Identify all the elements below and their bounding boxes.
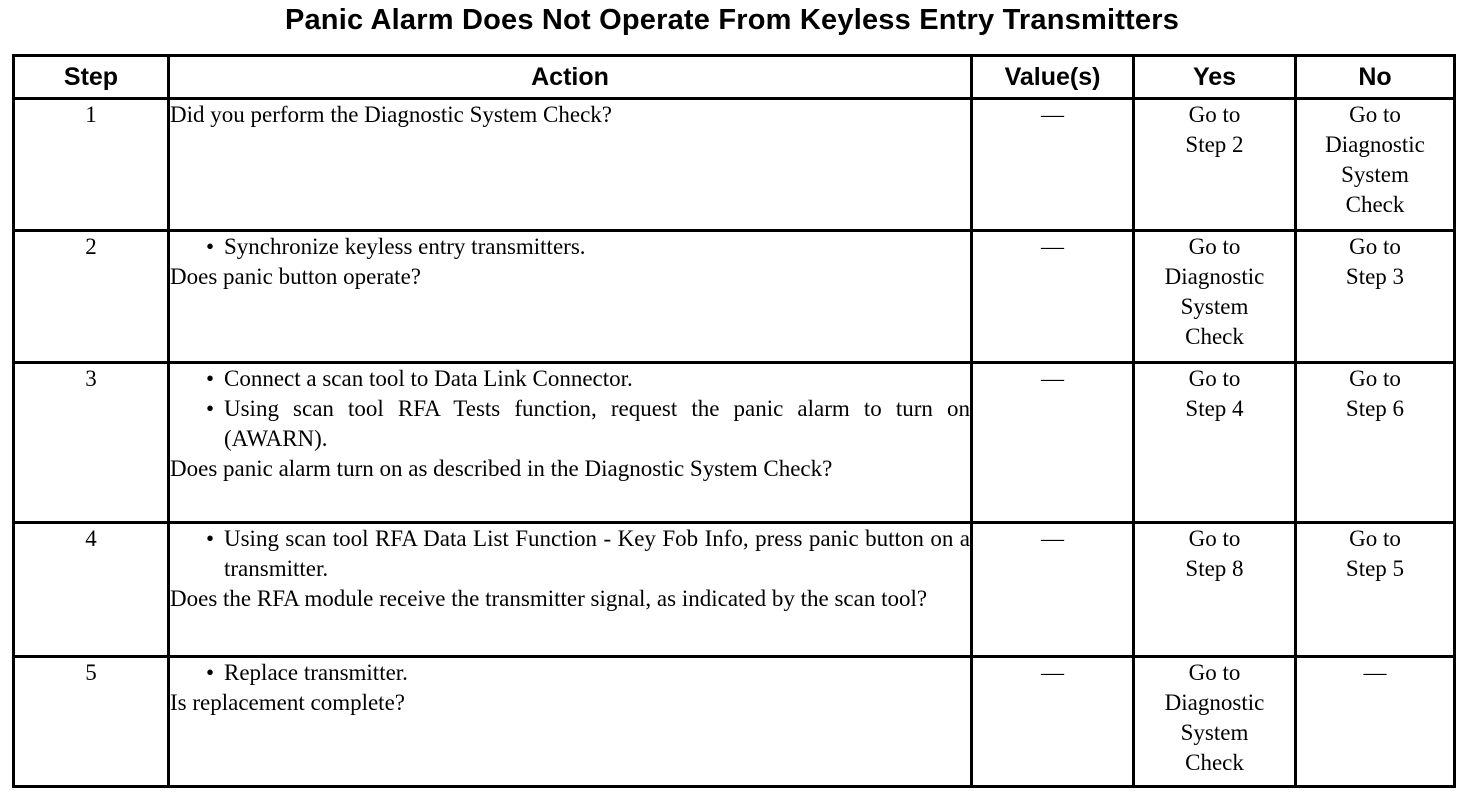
yes-cell <box>1134 363 1296 523</box>
header-action: Action <box>169 56 972 99</box>
yes-line: Go to <box>1188 526 1241 551</box>
action-cell <box>169 99 972 231</box>
yes-line: Step 8 <box>1185 556 1244 581</box>
action-cell <box>169 523 972 657</box>
no-line: Go to <box>1349 102 1401 127</box>
bullet-text: Replace transmitter. <box>224 660 408 685</box>
bullet-icon: • <box>206 396 215 421</box>
action-cell <box>169 363 972 523</box>
no-line: System <box>1341 162 1409 187</box>
no-cell <box>1296 99 1455 231</box>
action-question: Does panic button operate? <box>170 264 421 289</box>
header-step: Step <box>14 56 169 99</box>
table-row <box>14 523 1455 657</box>
action-bullet <box>170 232 970 262</box>
bullet-text: Using scan tool RFA Tests function, request the panic alarm to turn on (AWARN). <box>224 396 970 451</box>
value-cell: — <box>972 231 1134 363</box>
action-cell <box>169 231 972 363</box>
bullet-text: Using scan tool RFA Data List Function - Key Fob Info, press panic button on a transmitter. <box>224 526 970 581</box>
action-question: Is replacement complete? <box>170 690 405 715</box>
step-number: 5 <box>14 657 169 787</box>
action-bullet <box>170 658 970 688</box>
step-number: 1 <box>14 99 169 231</box>
yes-line: Step 4 <box>1185 396 1244 421</box>
no-cell <box>1296 363 1455 523</box>
action-bullet <box>170 524 970 584</box>
no-cell <box>1296 231 1455 363</box>
action-question: Does panic alarm turn on as described in the Diagnostic System Check? <box>170 456 833 481</box>
action-question: Did you perform the Diagnostic System Check? <box>170 102 613 127</box>
no-line: Diagnostic <box>1325 132 1425 157</box>
no-line: — <box>1363 660 1387 685</box>
bullet-icon: • <box>206 234 215 259</box>
bullet-text: Synchronize keyless entry transmitters. <box>224 234 586 259</box>
page-title: Panic Alarm Does Not Operate From Keyless Entry Transmitters <box>284 4 1180 36</box>
header-values: Value(s) <box>972 56 1134 99</box>
diagnostic-table <box>12 54 1456 788</box>
step-number: 2 <box>14 231 169 363</box>
bullet-icon: • <box>206 660 215 685</box>
no-line: Go to <box>1349 234 1401 259</box>
yes-line: Go to <box>1188 660 1241 685</box>
bullet-icon: • <box>206 526 215 551</box>
value-cell: — <box>972 657 1134 787</box>
value-cell: — <box>972 523 1134 657</box>
action-cell <box>169 657 972 787</box>
yes-cell <box>1134 657 1296 787</box>
yes-line: Check <box>1185 750 1244 775</box>
action-bullet <box>170 364 970 394</box>
value-cell: — <box>972 363 1134 523</box>
table-row <box>14 657 1455 787</box>
yes-line: System <box>1180 294 1249 319</box>
header-no: No <box>1296 56 1455 99</box>
yes-line: Go to <box>1188 234 1241 259</box>
action-question: Does the RFA module receive the transmitter signal, as indicated by the scan tool? <box>170 586 928 611</box>
yes-cell <box>1134 523 1296 657</box>
yes-line: System <box>1180 720 1249 745</box>
no-line: Check <box>1345 192 1405 217</box>
bullet-icon: • <box>206 366 215 391</box>
yes-line: Go to <box>1188 366 1241 391</box>
no-line: Step 3 <box>1345 264 1405 289</box>
table-row <box>14 363 1455 523</box>
table-row <box>14 231 1455 363</box>
yes-line: Diagnostic <box>1164 690 1265 715</box>
yes-line: Diagnostic <box>1164 264 1265 289</box>
step-number: 4 <box>14 523 169 657</box>
table-row <box>14 99 1455 231</box>
value-cell: — <box>972 99 1134 231</box>
yes-cell <box>1134 99 1296 231</box>
no-line: Go to <box>1349 366 1401 391</box>
bullet-text: Connect a scan tool to Data Link Connector. <box>224 366 633 391</box>
header-row <box>14 56 1455 99</box>
no-cell <box>1296 657 1455 787</box>
yes-line: Step 2 <box>1185 132 1244 157</box>
yes-line: Check <box>1185 324 1244 349</box>
yes-line: Go to <box>1188 102 1241 127</box>
yes-cell <box>1134 231 1296 363</box>
no-line: Step 5 <box>1345 556 1405 581</box>
step-number: 3 <box>14 363 169 523</box>
no-cell <box>1296 523 1455 657</box>
header-yes: Yes <box>1134 56 1296 99</box>
no-line: Step 6 <box>1345 396 1405 421</box>
no-line: Go to <box>1349 526 1401 551</box>
action-bullet <box>170 394 970 454</box>
